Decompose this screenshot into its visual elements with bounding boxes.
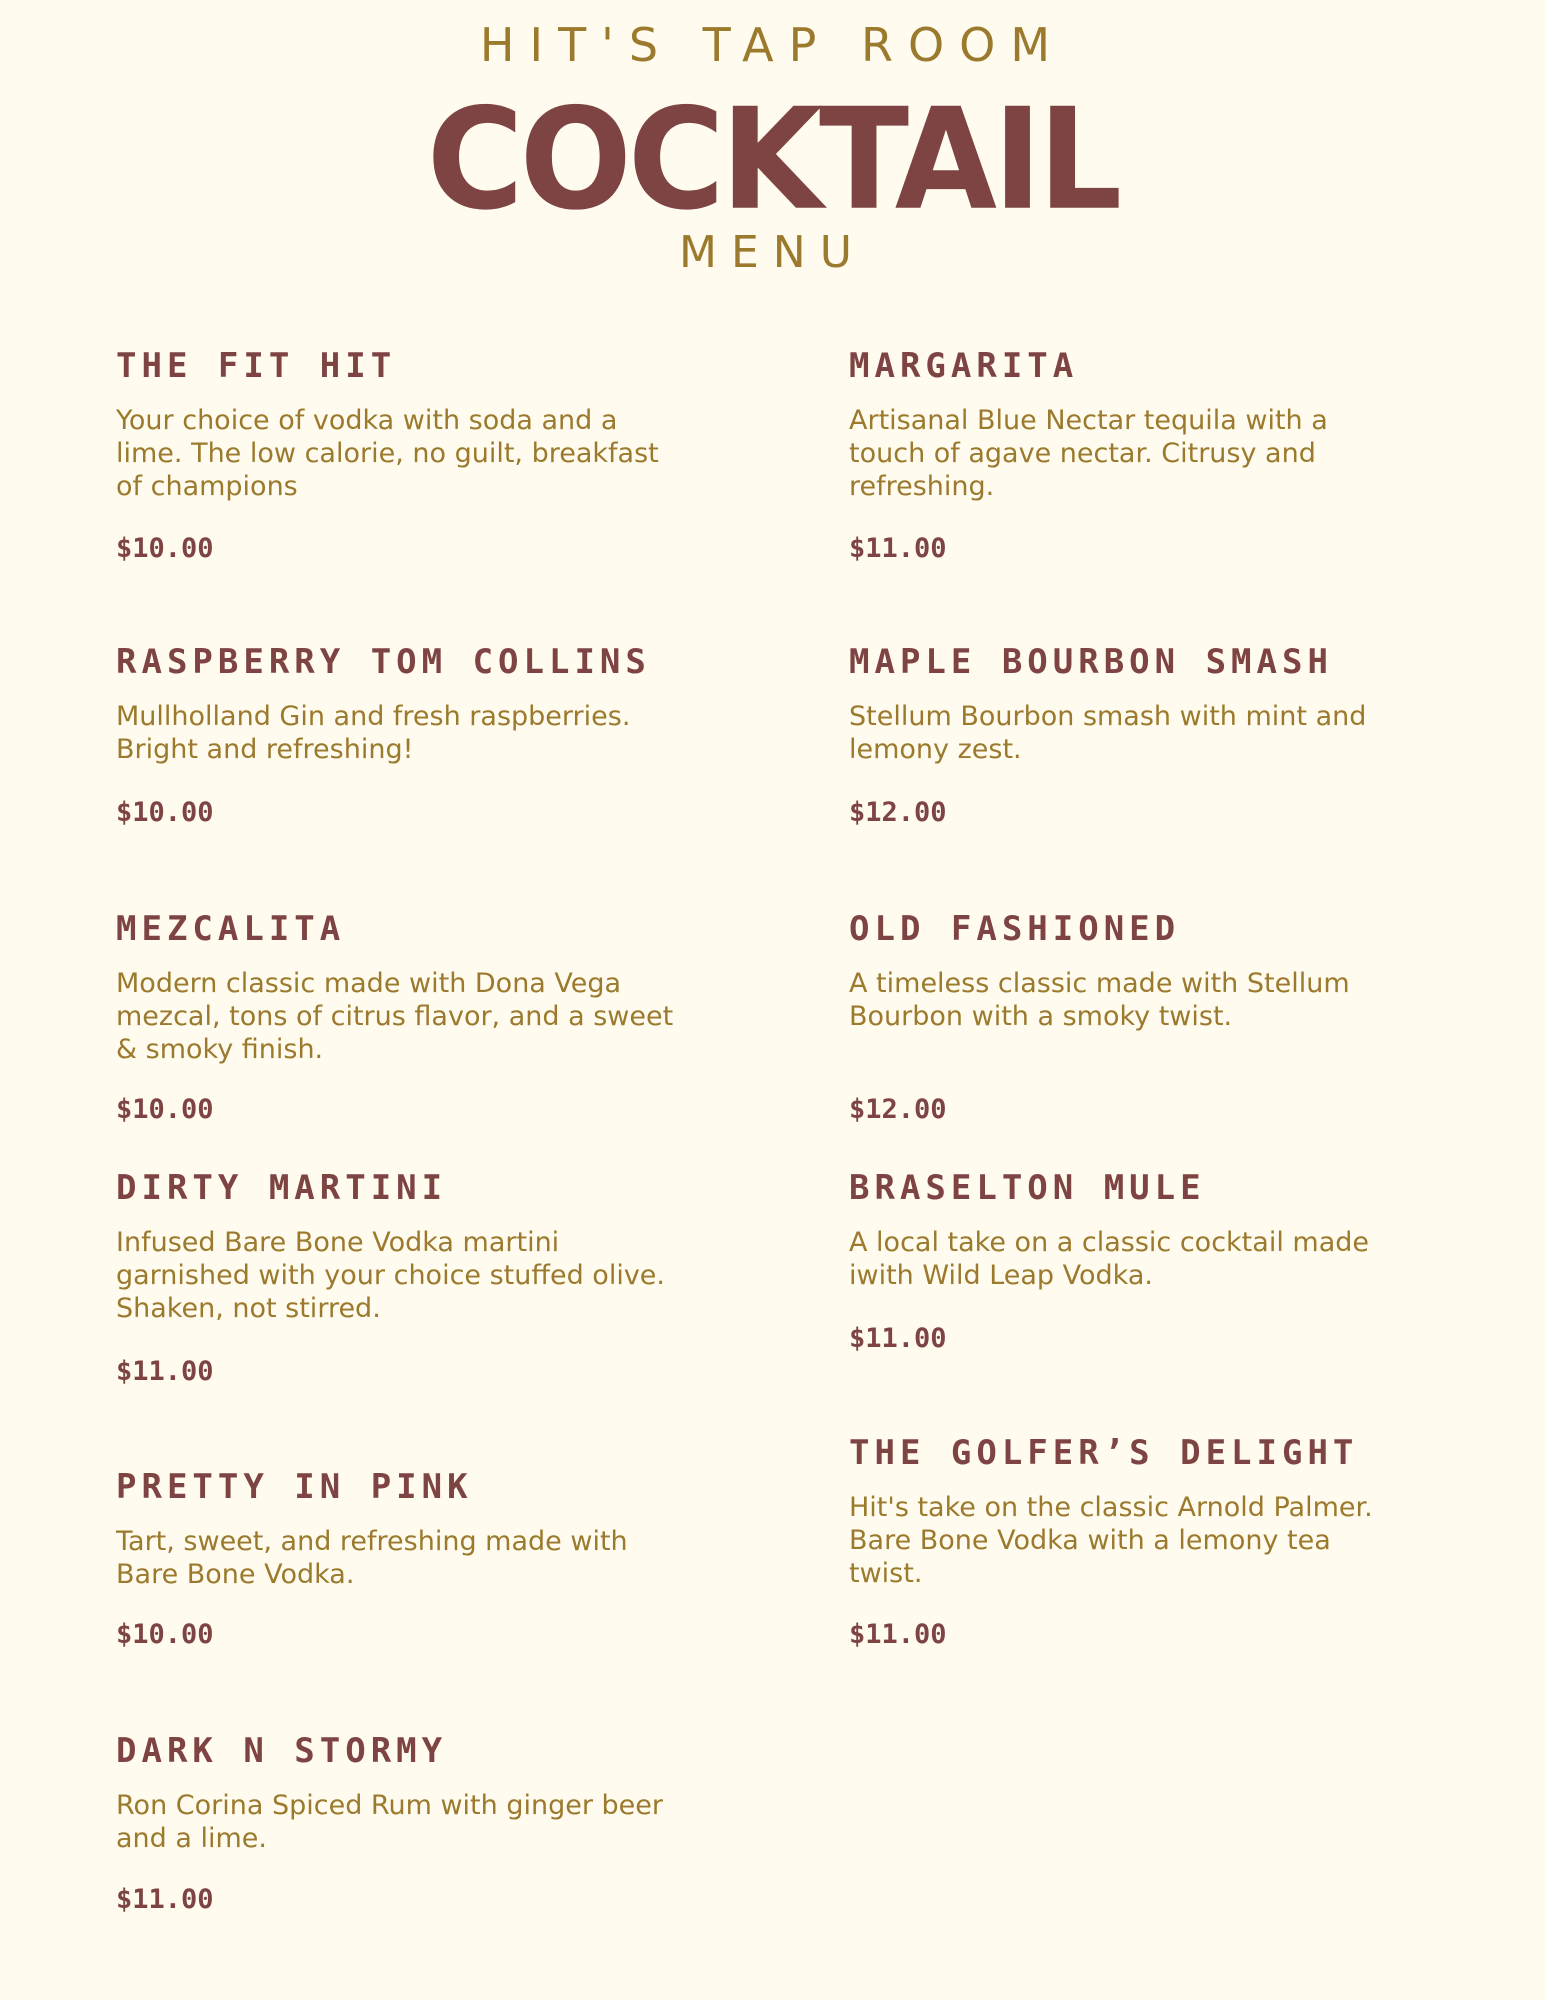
item-price: $10.00 bbox=[116, 797, 214, 828]
menu-title: COCKTAIL bbox=[426, 78, 1119, 242]
item-description: Infused Bare Bone Vodka martini garnished with your choice stuffed olive. Shaken, not stirred. bbox=[116, 1227, 666, 1324]
item-price: $11.00 bbox=[849, 1323, 947, 1354]
item-description: A timeless classic made with Stellum Bourbon with a smoky twist. bbox=[849, 968, 1350, 1032]
item-price: $10.00 bbox=[116, 1619, 214, 1650]
restaurant-name: HIT'S TAP ROOM bbox=[479, 18, 1066, 72]
menu-item bbox=[116, 1168, 676, 1398]
item-price: $11.00 bbox=[849, 533, 947, 564]
item-description: Mullholland Gin and fresh raspberries. Bright and refreshing! bbox=[116, 701, 631, 765]
menu-item bbox=[849, 909, 1409, 1139]
menu-item bbox=[849, 346, 1409, 576]
item-description: Ron Corina Spiced Rum with ginger beer and a lime. bbox=[116, 1790, 663, 1854]
item-price: $10.00 bbox=[116, 1094, 214, 1125]
item-price: $12.00 bbox=[849, 797, 947, 828]
item-name: THE FIT HIT bbox=[116, 346, 397, 386]
item-description: Artisanal Blue Nectar tequila with a touch of agave nectar. Citrusy and refreshing. bbox=[849, 405, 1328, 502]
item-description: Stellum Bourbon smash with mint and lemony zest. bbox=[849, 701, 1367, 765]
menu-item bbox=[116, 642, 676, 842]
item-description: Tart, sweet, and refreshing made with Bare Bone Vodka. bbox=[116, 1526, 628, 1590]
menu-item bbox=[116, 346, 676, 576]
item-name: OLD FASHIONED bbox=[849, 909, 1181, 949]
menu-item bbox=[849, 1433, 1409, 1663]
item-name: DARK N STORMY bbox=[116, 1731, 448, 1771]
menu-subtitle: MENU bbox=[679, 227, 866, 278]
item-price: $11.00 bbox=[116, 1884, 214, 1915]
item-name: PRETTY IN PINK bbox=[116, 1467, 473, 1507]
item-name: BRASELTON MULE bbox=[849, 1168, 1206, 1208]
item-description: Modern classic made with Dona Vega mezcal, tons of citrus flavor, and a sweet & smoky finish. bbox=[116, 968, 674, 1065]
item-name: MEZCALITA bbox=[116, 909, 346, 949]
menu-item bbox=[849, 642, 1409, 842]
item-price: $12.00 bbox=[849, 1094, 947, 1125]
item-price: $11.00 bbox=[849, 1619, 947, 1650]
item-description: Your choice of vodka with soda and a lime. The low calorie, no guilt, breakfast of champions bbox=[116, 405, 659, 502]
item-description: Hit's take on the classic Arnold Palmer. Bare Bone Vodka with a lemony tea twist. bbox=[849, 1492, 1373, 1589]
item-name: DIRTY MARTINI bbox=[116, 1168, 448, 1208]
item-name: THE GOLFER’S DELIGHT bbox=[849, 1433, 1359, 1473]
menu-item bbox=[116, 1467, 676, 1667]
item-name: MAPLE BOURBON SMASH bbox=[849, 642, 1333, 682]
menu-item bbox=[849, 1168, 1409, 1368]
menu-item bbox=[116, 1731, 676, 1931]
item-description: A local take on a classic cocktail made iwith Wild Leap Vodka. bbox=[849, 1227, 1370, 1291]
item-price: $11.00 bbox=[116, 1356, 214, 1387]
item-price: $10.00 bbox=[116, 533, 214, 564]
menu-item bbox=[116, 909, 676, 1139]
item-name: MARGARITA bbox=[849, 346, 1079, 386]
item-name: RASPBERRY TOM COLLINS bbox=[116, 642, 651, 682]
